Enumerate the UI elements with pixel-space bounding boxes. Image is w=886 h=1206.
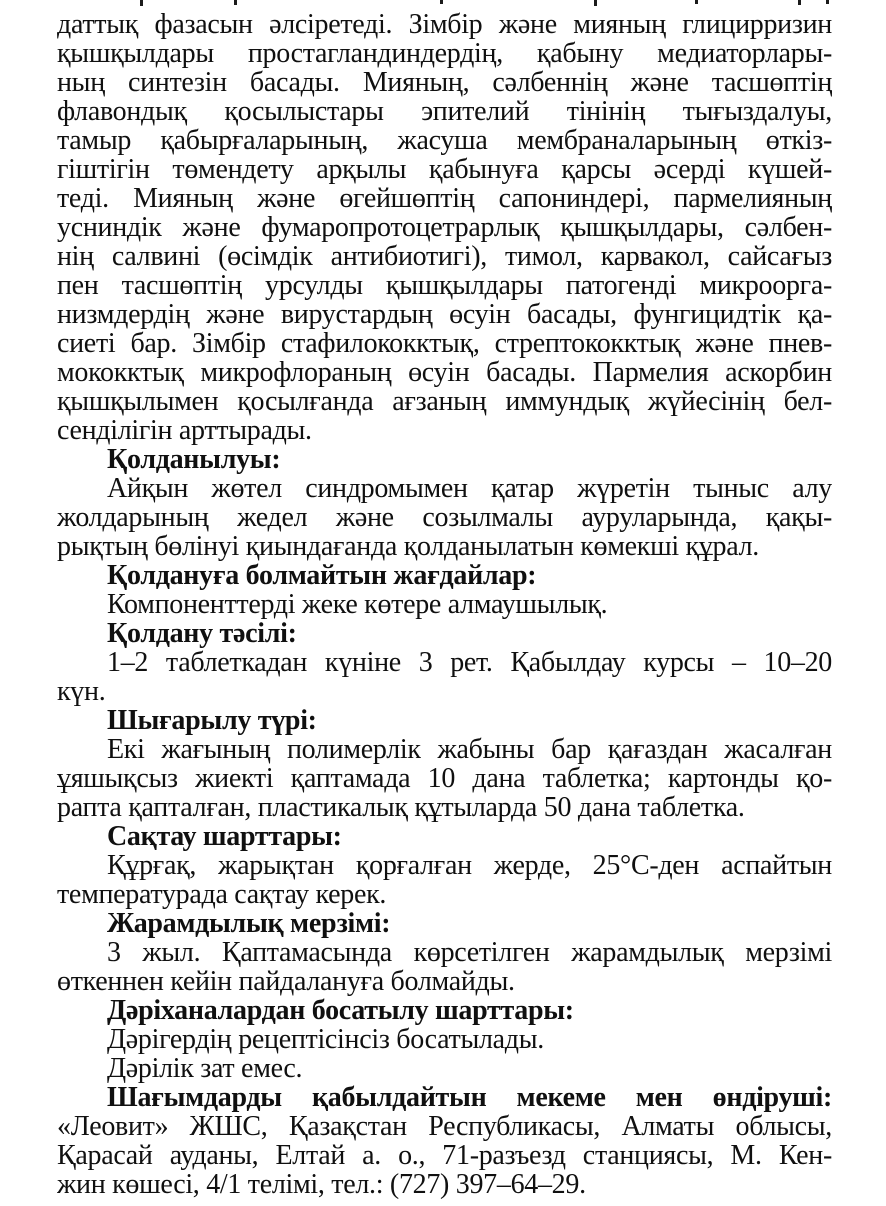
- text-line: ұяшықсыз жиекті қаптамада 10 дана таблетка; картонды қо-: [57, 764, 832, 793]
- text-line: Екі жағының полимерлік жабыны бар қағаздан жасалған: [107, 735, 832, 764]
- text-line: 1–2 таблеткадан күніне 3 рет. Қабылдау курсы – 10–20: [107, 648, 832, 677]
- text-line: теді. Мияның және өгейшөптің сапониндері, пармелияның: [57, 184, 832, 213]
- text-line: қышқылдары простагландиндердің, қабыну медиаторлары-: [57, 39, 832, 68]
- document-body: [57, 10, 832, 1199]
- section-heading: Қолдануға болмайтын жағдайлар:: [107, 561, 537, 590]
- text-line: 3 жыл. Қаптамасында көрсетілген жарамдылық мерзімі: [107, 938, 832, 967]
- text-line: күн.: [57, 677, 106, 706]
- text-line: жолдарының жедел және созылмалы ауруларында, қақы-: [57, 503, 832, 532]
- text-line: «Леовит» ЖШС, Қазақстан Республикасы, Алматы облысы,: [57, 1112, 832, 1141]
- text-line: сиеті бар. Зімбір стафилококктық, стрептококктық және пнев-: [57, 329, 832, 358]
- text-line: усниндік және фумаропротоцетрарлық қышқылдары, сәлбен-: [57, 213, 832, 242]
- text-line: даттық фазасын әлсіретеді. Зімбір және мияның глицирризин: [57, 10, 832, 39]
- text-line: низмдердің және вирустардың өсуін басады, фунгицидтік қа-: [57, 300, 832, 329]
- text-line: Құрғақ, жарықтан қорғалған жерде, 25°С-ден аспайтын: [107, 851, 832, 880]
- text-line: Компоненттерді жеке көтере алмаушылық.: [107, 590, 608, 619]
- section-heading: Дәріханалардан босатылу шарттары:: [107, 996, 574, 1025]
- text-line: пен тасшөптің урсулды қышқылдары патогенді микроорга-: [57, 271, 832, 300]
- text-line: қышқылымен қосылғанда ағзаның иммундық жүйесінің бел-: [57, 387, 832, 416]
- text-line: Қарасай ауданы, Елтай а. о., 71-разъезд станциясы, М. Кен-: [57, 1141, 832, 1170]
- text-line: сенділігін арттырады.: [57, 416, 312, 445]
- text-line: нің салвині (өсімдік антибиотигі), тимол, карвакол, сайсағыз: [57, 242, 832, 271]
- section-heading: Жарамдылық мерзімі:: [107, 909, 391, 938]
- text-line: рапта қапталған, пластикалық құтыларда 50 дана таблетка.: [57, 793, 745, 822]
- text-line: Дәрілік зат емес.: [107, 1054, 303, 1083]
- text-line: флавондық қосылыстары эпителий тінінің тығыздалуы,: [57, 97, 832, 126]
- text-line: Дәрігердің рецептісінсіз босатылады.: [107, 1025, 544, 1054]
- cut-off-text-remnant: [140, 0, 143, 6]
- section-heading: Шағымдарды қабылдайтын мекеме мен өндіруші:: [107, 1083, 832, 1112]
- text-line: өткеннен кейін пайдалануға болмайды.: [57, 967, 515, 996]
- section-heading: Қолдану тәсілі:: [107, 619, 297, 648]
- text-line: Айқын жөтел синдромымен қатар жүретін тыныс алу: [107, 474, 832, 503]
- text-line: жин көшесі, 4/1 телімі, тел.: (727) 397–64–29.: [57, 1170, 586, 1199]
- text-line: гіштігін төмендету арқылы қабынуға қарсы әсерді күшей-: [57, 155, 832, 184]
- text-line: рықтың бөлінуі қиындағанда қолданылатын көмекші құрал.: [57, 532, 759, 561]
- text-line: ның синтезін басады. Мияның, сәлбеннің және тасшөптің: [57, 68, 832, 97]
- text-line: температурада сақтау керек.: [57, 880, 387, 909]
- section-heading: Қолданылуы:: [107, 445, 281, 474]
- section-heading: Шығарылу түрі:: [107, 706, 317, 735]
- text-line: мококктық микрофлораның өсуін басады. Пармелия аскорбин: [57, 358, 832, 387]
- text-line: тамыр қабырғаларының, жасуша мембраналарының өткіз-: [57, 126, 832, 155]
- section-heading: Сақтау шарттары:: [107, 822, 342, 851]
